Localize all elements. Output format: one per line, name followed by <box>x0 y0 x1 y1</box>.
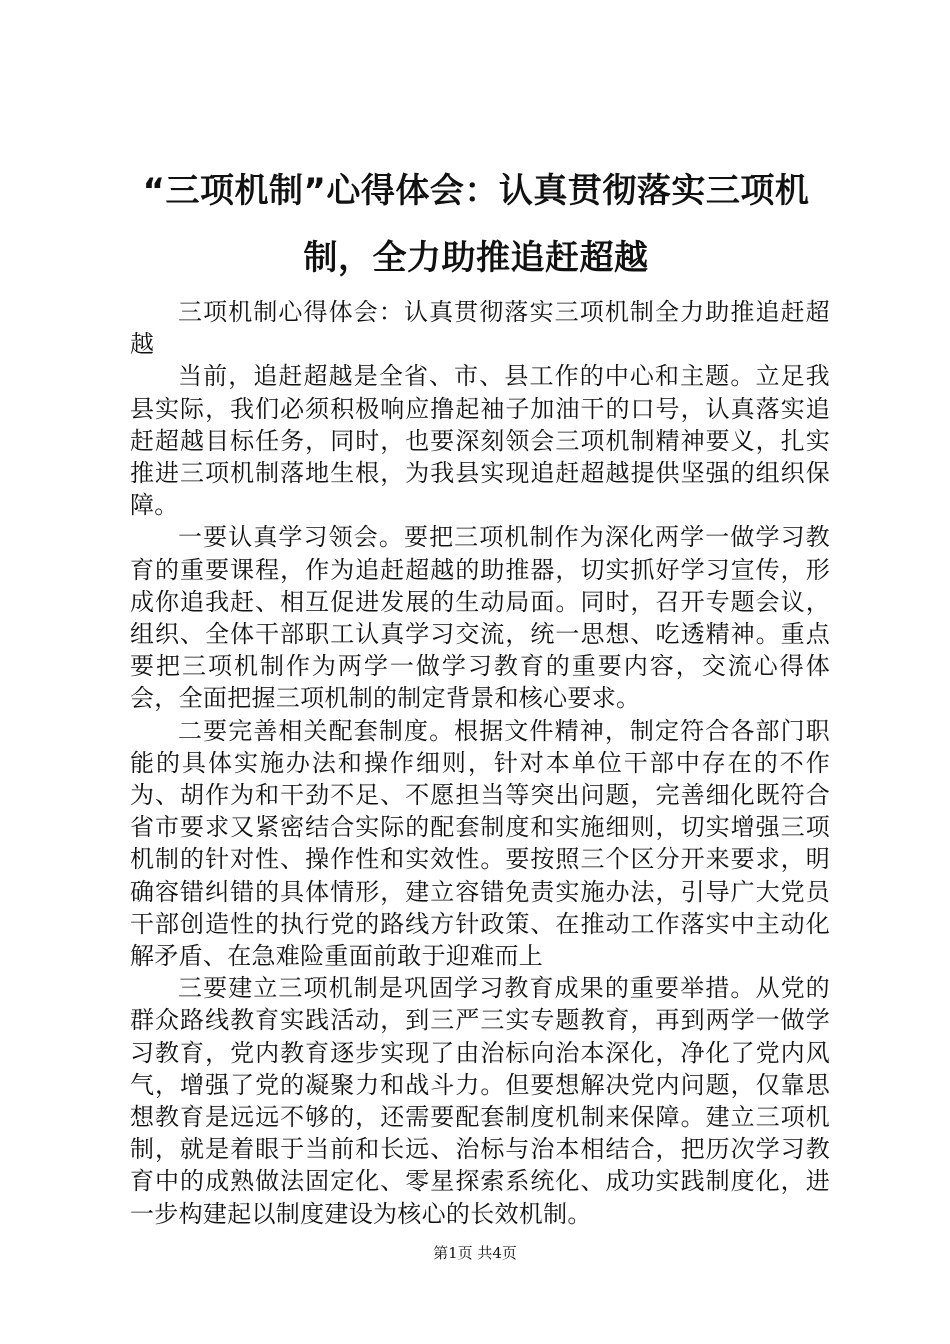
document-title: “三项机制”心得体会：认真贯彻落实三项机制，全力助推追赶超越 <box>142 171 810 278</box>
paragraph-point-two: 二要完善相关配套制度。根据文件精神，制定符合各部门职能的具体实施办法和操作细则，针对本单位干部中存在的不作为、胡作为和干劲不足、不愿担当等突出问题，完善细化既符合省市要求又紧密结合实际的配套制度和实施细则，切实增强三项机制的针对性、操作性和实效性。要按照三个区分开来要求，明确容错纠错的具体情形，建立容错免责实施办法，引导广大党员干部创造性的执行党的路线方针政策、在推动工作落实中主动化解矛盾、在急难险重面前敢于迎难而上 <box>130 716 830 971</box>
document-body <box>130 296 830 1230</box>
paragraph-point-one: 一要认真学习领会。要把三项机制作为深化两学一做学习教育的重要课程，作为追赶超越的助推器，切实抓好学习宣传，形成你追我赶、相互促进发展的生动局面。同时，召开专题会议，组织、全体干部职工认真学习交流，统一思想、吃透精神。重点要把三项机制作为两学一做学习教育的重要内容，交流心得体会，全面把握三项机制的制定背景和核心要求。 <box>130 523 830 713</box>
paragraph-subtitle: 三项机制心得体会：认真贯彻落实三项机制全力助推追赶超越 <box>130 298 830 359</box>
page-number-label: 第1页 共4页 <box>433 1244 517 1262</box>
page-footer <box>0 1243 950 1263</box>
paragraph-point-three: 三要建立三项机制是巩固学习教育成果的重要举措。从党的群众路线教育实践活动，到三严三实专题教育，再到两学一做学习教育，党内教育逐步实现了由治标向治本深化，净化了党内风气，增强了党的凝聚力和战斗力。但要想解决党内问题，仅靠思想教育是远远不够的，还需要配套制度机制来保障。建立三项机制，就是着眼于当前和长远、治标与治本相结合，把历次学习教育中的成熟做法固定化、零星探索系统化、成功实践制度化，进一步构建起以制度建设为核心的长效机制。 <box>130 974 830 1228</box>
paragraph-intro: 当前，追赶超越是全省、市、县工作的中心和主题。立足我县实际，我们必须积极响应撸起袖子加油干的口号，认真落实追赶超越目标任务，同时，也要深刻领会三项机制精神要义，扎实推进三项机制落地生根，为我县实现追赶超越提供坚强的组织保障。 <box>130 362 830 520</box>
